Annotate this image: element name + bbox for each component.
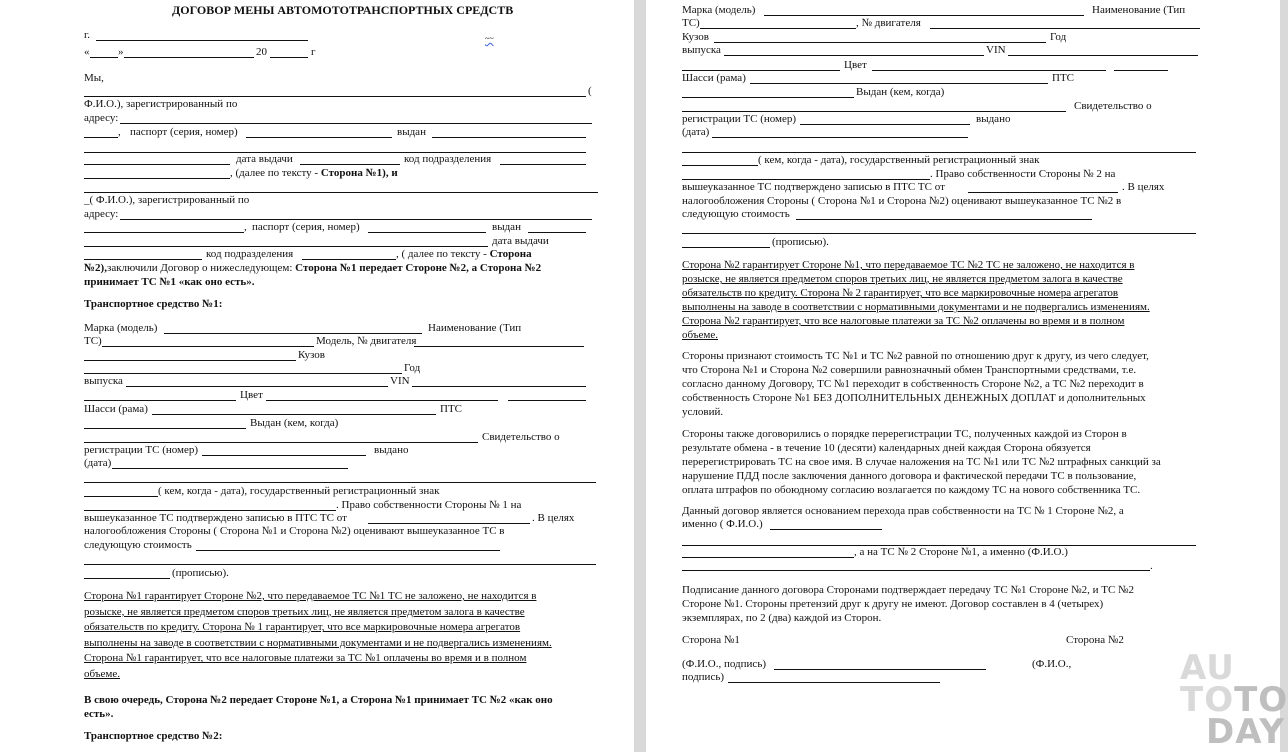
tax-line2: налогообложения Стороны ( Сторона №1 и Сторона №2) оценивают вышеуказанное ТС №2 в: [682, 195, 1122, 207]
guarantee1-line: Сторона №1 гарантирует Стороне №2, что передаваемое ТС №1 ТС не заложено, не находится в: [84, 590, 537, 602]
color2-label: Цвет: [844, 59, 867, 71]
reregistration-line: перерегистрировать ТС на свое имя. В случае наложения на ТС №1 или ТС №2 штрафных санкций за: [682, 456, 1161, 468]
date-paren2-label: (дата): [682, 126, 710, 138]
reregistration-line: Стороны также договорились о порядке перерегистрации ТС, полученных каждой из Сторон в: [682, 428, 1127, 440]
issue-date-label: дата выдачи: [236, 153, 293, 165]
ownership2-label: . Право собственности Стороны № 2 на: [930, 168, 1116, 180]
guarantee2-line: Сторона №2 гарантирует Стороне №1, что передаваемое ТС №2 ТС не заложено, не находится в: [682, 259, 1135, 271]
guarantee1-line: розыске, не является предметом споров третьих лиц, не является предметом залога в качестве: [84, 605, 525, 618]
equal-value-line: собственность Стороне №1 БЕЗ ДОПОЛНИТЕЛЬНЫХ ДЕНЕЖНЫХ ДОПЛАТ и дополнительных: [682, 392, 1146, 404]
signing-line: экземплярах, по 2 (два) каждой из Сторон.: [682, 612, 882, 624]
issue-date2-label: дата выдачи: [492, 235, 549, 247]
issued4-label: выдано: [976, 113, 1011, 125]
vin2-label: VIN: [986, 44, 1006, 56]
basis-line2: именно ( Ф.И.О.): [682, 518, 763, 530]
certificate-label: Свидетельство о: [482, 431, 560, 443]
tax-line1: налогообложения Стороны ( Сторона №1 и Сторона №2) оценивают вышеуказанное ТС в: [84, 525, 505, 537]
issued-by2-label: Выдан (кем, когда): [856, 86, 945, 98]
release2-label: выпуска: [682, 44, 721, 56]
confirmed1-label: вышеуказанное ТС подтверждено записью в ПТС ТС от: [84, 512, 347, 524]
turn-line2: есть».: [84, 708, 114, 720]
fio-registered: Ф.И.О.), зарегистрированный по: [84, 98, 238, 110]
sign1-label: (Ф.И.О., подпись): [682, 658, 766, 670]
sign2-label: (Ф.И.О.,: [1032, 658, 1072, 670]
document-page-right: Марка (модель) Наименование (Тип ТС) , № двигателя Кузов Год выпуска VIN Цвет Шасси (рама) ПТС Выдан (кем, когда) Свидетельство о регистрации ТС (номер) выдано (дата) ( кем, когда - дата), государственный регистрационный знак . Право собственности Стороны № 2 на вышеуказанное ТС подтверждено записью в ПТС ТС от . В целях налогообложения Стороны ( Сторона №1 и Сторона №2) оценивают вышеуказанное ТС №2 в следующую стоимость (прописью). Сторона №2 гарантирует Стороне №1, что передаваемое ТС №2 ТС не заложено, не находится в розыске, не является предметом споров третьих лиц, не является предметом залога в качестве обязательств по кредиту. Сторона № 2 гарантирует, что все маркировочные номера агрегатов выполнены на заводе в соответствии с нормативными документами и не подвергались изменениям. Сторона №2 гарантирует, что все налоговые платежи за ТС №2 оплачены во время и в полном объеме. Стороны признают стоимость ТС №1 и ТС №2 равной по отношению друг к другу, из чего следует, что Сторона №1 и Сторона №2 совершили равнозначный обмен Транспортными средствами, т.е. согласно данному Договору, ТС №1 переходит в собственность Стороне №2, а ТС №2 переходит в собственность Стороне №1 БЕЗ ДОПОЛНИТЕЛЬНЫХ ДЕНЕЖНЫХ ДОПЛАТ и дополнительных условий. Стороны также договорились о порядке перерегистрации ТС, полученных каждой из Сторон в результате обмена - в течение 10 (десяти) календарных дней каждая Сторона обязуется перерегистрировать ТС на свое имя. В случае наложения на ТС №1 или ТС №2 штрафных санкций за нарушение ПДД после заключения данного договора и фактической передачи ТС в пользование, оплата штрафов по обоюдному согласию возлагается по каждому ТС на нового собственника ТС. Данный договор является основанием перехода прав собственности на ТС № 1 Стороне №2, а именно ( Ф.И.О.) , а на ТС № 2 Стороне №1, а именно (Ф.И.О.) . Подписание данного договора Сторонами подтверждает передачу ТС №1 Стороне №2, и ТС №2 Стороне №1. Стороны претензий друг к другу не имеют. Договор составлен в 4 (четырех) экземплярах, по 2 (два) каждой из Сторон. Сторона №1 Сторона №2 (Ф.И.О., подпись) (Ф.И.О., подпись) AU TOTO DAY: [646, 0, 1280, 752]
year-suffix: г: [311, 46, 316, 58]
address-label: адресу:: [84, 112, 119, 124]
pts2-label: ПТС: [1052, 72, 1074, 84]
chassis2-label: Шасси (рама): [682, 72, 746, 84]
engine-no-label: , № двигателя: [856, 17, 921, 29]
guarantee1-line: обязательств по кредиту. Сторона № 1 гарантирует, что все маркировочные номера агрегатов: [84, 621, 521, 634]
vin-label: VIN: [390, 375, 410, 387]
sign3-label: подпись): [682, 671, 725, 683]
date-close: »: [118, 46, 124, 58]
year2-label: Год: [1050, 31, 1067, 43]
concluded-line1: №2),заключили Договор о нижеследующем: Сторона №1 передает Стороне №2, а Сторона №2: [84, 262, 542, 274]
fio2-registered: _( Ф.И.О.), зарегистрированный по: [84, 194, 250, 206]
date-paren-label: (дата): [84, 457, 112, 469]
guarantee2-line: Сторона №2 гарантирует, что все налоговые платежи за ТС №2 оплачены во время и в полном: [682, 315, 1125, 327]
reregistration-line: оплата штрафов по обоюдному согласию возлагается по каждому ТС на нового собственника ТС.: [682, 484, 1141, 496]
equal-value-line: Стороны признают стоимость ТС №1 и ТС №2 равной по отношению друг к другу, из чего следует,: [682, 350, 1149, 362]
guarantee1-line: выполнены на заводе в соответствии с нормативными документами и не подвергались изменениям.: [84, 636, 552, 649]
year-label: Год: [404, 362, 421, 374]
side1-intro: , (далее по тексту - Сторона №1), и: [230, 167, 398, 179]
guarantee2-line: обязательств по кредиту. Сторона № 2 гарантирует, что все маркировочные номера агрегатов: [682, 287, 1119, 299]
guarantee1-line: объеме.: [84, 668, 120, 680]
basis-line3: , а на ТС № 2 Стороне №1, а именно (Ф.И.О.): [854, 546, 1068, 558]
issued-label: выдан: [397, 126, 426, 138]
signing-line: Стороне №1. Стороны претензий друг к другу не имеют. Договор составлен в 4 (четырех): [682, 598, 1104, 610]
side2-intro: , ( далее по тексту - Сторона: [396, 248, 532, 260]
equal-value-line: условий.: [682, 406, 724, 418]
pts-label: ПТС: [440, 403, 462, 415]
who-when2-label: ( кем, когда - дата), государственный регистрационный знак: [758, 154, 1040, 166]
body2-label: Кузов: [682, 31, 709, 43]
name-type-label: Наименование (Тип: [428, 322, 522, 334]
address2-label: адресу:: [84, 208, 119, 220]
registration-ts-label: регистрации ТС (номер): [84, 444, 199, 456]
in-words1-label: (прописью).: [172, 567, 229, 579]
side2-signature-label: Сторона №2: [1066, 634, 1124, 646]
division-code2-label: код подразделения: [206, 248, 294, 260]
model-engine-label: Модель, № двигателя: [316, 335, 417, 347]
make2-label: Марка (модель): [682, 4, 756, 16]
guarantee2-line: выполнены на заводе в соответствии с нормативными документами и не подвергались изменениям.: [682, 301, 1150, 313]
basis-line1: Данный договор является основанием перехода прав собственности на ТС № 1 Стороне №2, а: [682, 505, 1124, 517]
tax-purposes1: . В целях: [532, 512, 575, 524]
date-open: «: [84, 46, 90, 58]
reregistration-line: результате обмена - в течение 10 (десяти) календарных дней каждая Сторона обязуется: [682, 442, 1091, 454]
concluded-line2: принимает ТС №1 «как оно есть».: [84, 276, 255, 288]
guarantee2-line: розыске, не является предметом споров третьих лиц, не является предметом залога в качестве: [682, 273, 1123, 285]
reregistration-line: нарушение ПДД после заключения данного договора и фактической передачи ТС в пользование,: [682, 470, 1137, 482]
tax-purposes2: . В целях: [1122, 181, 1165, 193]
signing-line: Подписание данного договора Сторонами подтверждает передачу ТС №1 Стороне №2, и ТС №2: [682, 584, 1135, 596]
watermark-logo-line2: TOTO: [1180, 680, 1288, 720]
turn-line1: В свою очередь, Сторона №2 передает Стороне №1, а Сторона №1 принимает ТС №2 «как оно: [84, 694, 553, 706]
equal-value-line: что Сторона №1 и Сторона №2 совершили равнозначный обмен Транспортными средствами, т.е.: [682, 364, 1137, 376]
watermark-logo-line1: AU: [1180, 648, 1235, 688]
passport2-label: паспорт (серия, номер): [252, 221, 360, 233]
document-title: ДОГОВОР МЕНЫ АВТОМОТОТРАНСПОРТНЫХ СРЕДСТВ: [172, 3, 514, 17]
color-label: Цвет: [240, 389, 263, 401]
issued2-label: выдан: [492, 221, 521, 233]
passport-label: паспорт (серия, номер): [130, 126, 238, 138]
ownership1-label: . Право собственности Стороны № 1 на: [336, 499, 522, 511]
certificate2-label: Свидетельство о: [1074, 100, 1152, 112]
in-words2-label: (прописью).: [772, 236, 829, 248]
city-label: г.: [84, 29, 91, 41]
cost1-label: следующую стоимость: [84, 539, 192, 551]
year-prefix: 20: [256, 46, 267, 58]
guarantee1-line: Сторона №1 гарантирует, что все налоговые платежи за ТС №1 оплачены во время и в полном: [84, 652, 527, 665]
who-when-label: ( кем, когда - дата), государственный регистрационный знак: [158, 485, 440, 497]
vehicle1-heading: Транспортное средство №1:: [84, 298, 223, 310]
we-label: Мы,: [84, 72, 104, 84]
confirmed2-label: вышеуказанное ТС подтверждено записью в ПТС ТС от: [682, 181, 945, 193]
name-type2-label: Наименование (Тип: [1092, 4, 1186, 16]
division-code-label: код подразделения: [404, 153, 492, 165]
equal-value-line: согласно данному Договору, ТС №1 переходит в собственность Стороне №2, а ТС №2 переходит в: [682, 378, 1144, 390]
registration-ts2-label: регистрации ТС (номер): [682, 113, 797, 125]
issued3-label: выдано: [374, 444, 409, 456]
vehicle2-heading: Транспортное средство №2:: [84, 730, 223, 742]
issued-by-label: Выдан (кем, когда): [250, 417, 339, 429]
document-page-left: ДОГОВОР МЕНЫ АВТОМОТОТРАНСПОРТНЫХ СРЕДСТВ г. ~~ « » 20 г Мы, ( Ф.И.О.), зарегистрированный по адресу: , паспорт (серия, номер) выдан дата выдачи код подразделения , (далее по тексту - Сторона №1), и _( Ф.И.О.), зарегистрированный по адресу: , паспорт (серия, номер) выдан дата выдачи код подразделения , ( далее по тексту - Сторона №2),заключили Договор о нижеследующем: Сторона №1 передает Стороне №2, а Сторона №2 принимает ТС №1 «как оно есть». Транспортное средство №1: Марка (модель) Наименование (Тип ТС) Модель, № двигателя Кузов Год выпуска VIN Цвет Шасси (рама) ПТС Выдан (кем, когда) Свидетельство о регистрации ТС (номер) выдано (дата) ( кем, когда - дата), государственный регистрационный знак . Право собственности Стороны № 1 на вышеуказанное ТС подтверждено записью в ПТС ТС от . В целях налогообложения Стороны ( Сторона №1 и Сторона №2) оценивают вышеуказанное ТС в следующую стоимость (прописью). Сторона №1 гарантирует Стороне №2, что передаваемое ТС №1 ТС не заложено, не находится в розыске, не является предметом споров третьих лиц, не является предметом залога в качестве обязательств по кредиту. Сторона № 1 гарантирует, что все маркировочные номера агрегатов выполнены на заводе в соответствии с нормативными документами и не подвергались изменениям. Сторона №1 гарантирует, что все налоговые платежи за ТС №1 оплачены во время и в полном объеме. В свою очередь, Сторона №2 передает Стороне №1, а Сторона №1 принимает ТС №2 «как оно есть». Транспортное средство №2:: [0, 0, 634, 752]
cost2-label: следующую стоимость: [682, 208, 790, 220]
guarantee2-line: объеме.: [682, 329, 718, 341]
body-label: Кузов: [298, 349, 325, 361]
make-label: Марка (модель): [84, 322, 158, 334]
side1-signature-label: Сторона №1: [682, 634, 740, 646]
release-label: выпуска: [84, 375, 123, 387]
watermark-logo-line3: DAY: [1206, 712, 1285, 752]
chassis-label: Шасси (рама): [84, 403, 148, 415]
